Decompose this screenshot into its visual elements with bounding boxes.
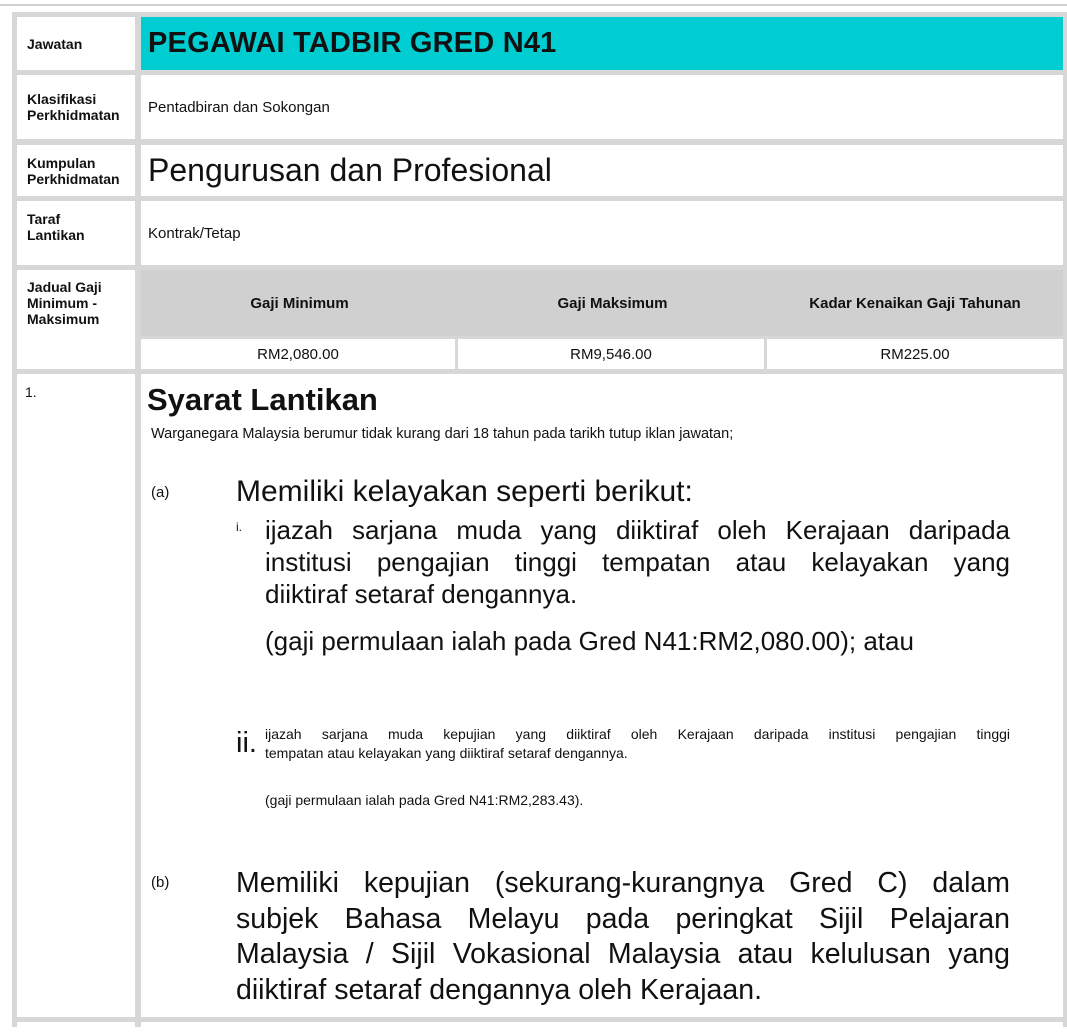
item-a-text: Memiliki kelayakan seperti berikut:	[236, 475, 693, 508]
label-kumpulan-line1: Kumpulan	[27, 154, 96, 171]
value-kadar-kenaikan-text: RM225.00	[880, 345, 950, 363]
value-gaji-maksimum	[458, 339, 764, 369]
item-i-line1: ijazah sarjana muda yang diiktiraf oleh Kerajaan daripada	[265, 515, 1010, 545]
value-gaji-maksimum-text: RM9,546.00	[570, 345, 652, 363]
item-b-marker: (b)	[151, 874, 170, 891]
item-i-text	[265, 514, 1010, 610]
label-klasifikasi-line1: Klasifikasi	[27, 91, 97, 107]
salary-header-row	[141, 270, 1063, 336]
header-gaji-minimum: Gaji Minimum	[250, 294, 349, 312]
job-title-text: PEGAWAI TADBIR GRED N41	[148, 27, 557, 59]
item-ii-gaji: (gaji permulaan ialah pada Gred N41:RM2,283.43).	[265, 792, 584, 808]
top-divider	[0, 4, 1067, 6]
value-taraf	[141, 201, 1063, 265]
item-i-line2: institusi pengajian tinggi tempatan atau kelayakan yang	[265, 547, 1010, 577]
item-i-line3: diiktiraf setaraf dengannya.	[265, 579, 578, 609]
next-row-value-cell	[141, 1022, 1063, 1032]
label-jawatan	[17, 17, 135, 70]
label-kumpulan	[17, 145, 135, 196]
label-taraf-line2: Lantikan	[27, 227, 85, 243]
syarat-lantikan-section	[141, 374, 1063, 1017]
item-b-line3: Malaysia / Sijil Vokasional Malaysia atau kelulusan yang	[236, 938, 1010, 970]
item-b-line4: diiktiraf setaraf dengannya oleh Kerajaan.	[236, 973, 763, 1006]
section-heading: Syarat Lantikan	[147, 382, 378, 417]
header-gaji-maksimum: Gaji Maksimum	[557, 294, 668, 312]
label-taraf-line1: Taraf	[27, 211, 61, 227]
item-b-line2: subjek Bahasa Melayu pada peringkat Sijil Pelajaran	[236, 902, 1010, 935]
item-a-marker: (a)	[151, 484, 170, 501]
item-b-line1: Memiliki kepujian (sekurang-kurangnya Gred C) dalam	[236, 867, 1010, 899]
value-gaji-minimum	[141, 339, 455, 369]
label-taraf	[17, 201, 135, 265]
value-kumpulan-text: Pengurusan dan Profesional	[148, 152, 552, 188]
item-ii-line1: ijazah sarjana muda kepujian yang diiktiraf oleh Kerajaan daripada institusi pengajian tinggi	[265, 726, 1010, 742]
item-ii-line2: tempatan atau kelayakan yang diiktiraf setaraf dengannya.	[265, 745, 628, 761]
label-jawatan-text: Jawatan	[27, 35, 83, 52]
item-ii-text	[265, 725, 1010, 763]
label-kumpulan-line2: Perkhidmatan	[27, 170, 120, 187]
label-gaji-line3: Maksimum	[27, 311, 100, 327]
item-ii-marker: ii.	[236, 727, 257, 759]
intro-text: Warganegara Malaysia berumur tidak kurang dari 18 tahun pada tarikh tutup iklan jawatan;	[151, 426, 734, 442]
label-jadual-gaji	[17, 270, 135, 369]
job-details-table	[12, 12, 1067, 1027]
job-title	[141, 17, 1063, 70]
section-number-cell	[17, 374, 135, 1017]
label-klasifikasi	[17, 75, 135, 139]
value-kumpulan	[141, 145, 1063, 196]
value-klasifikasi	[141, 75, 1063, 139]
label-gaji-line1: Jadual Gaji	[27, 279, 102, 295]
value-taraf-text: Kontrak/Tetap	[148, 224, 241, 242]
item-i-marker: i.	[236, 520, 242, 534]
next-row-label-cell	[17, 1022, 135, 1032]
value-gaji-minimum-text: RM2,080.00	[257, 345, 339, 363]
item-b-text	[236, 866, 1010, 1008]
header-kadar-kenaikan: Kadar Kenaikan Gaji Tahunan	[809, 294, 1021, 312]
value-kadar-kenaikan	[767, 339, 1063, 369]
value-klasifikasi-text: Pentadbiran dan Sokongan	[148, 98, 330, 116]
label-klasifikasi-line2: Perkhidmatan	[27, 107, 120, 123]
section-number: 1.	[25, 384, 37, 400]
item-i-gaji: (gaji permulaan ialah pada Gred N41:RM2,080.00); atau	[265, 626, 914, 656]
label-gaji-line2: Minimum -	[27, 295, 97, 311]
